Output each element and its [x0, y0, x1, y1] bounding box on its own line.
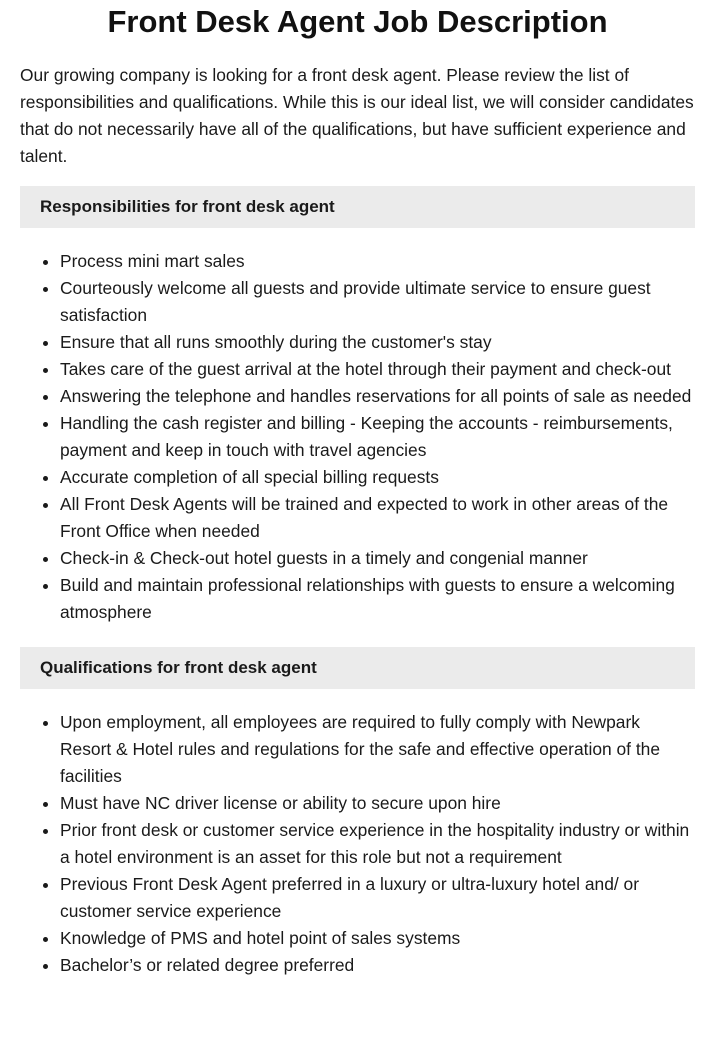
list-item: • Bachelor’s or related degree preferred — [60, 952, 695, 979]
list-item: • Answering the telephone and handles reservations for all points of sale as needed — [60, 383, 695, 410]
list-item: • Process mini mart sales — [60, 248, 695, 275]
intro-paragraph: Our growing company is looking for a front desk agent. Please review the list of responsibilities and qualifications. While this is our ideal list, we will consider candidates that do not necessarily have all of the qualifications, but have sufficient experience and talent. — [20, 65, 694, 166]
qualifications-list — [20, 709, 695, 979]
list-item: • Upon employment, all employees are required to fully comply with Newpark Resort & Hotel rules and regulations for the safe and effective operation of the facilities — [60, 709, 695, 790]
list-item: • Check-in & Check-out hotel guests in a timely and congenial manner — [60, 545, 695, 572]
list-item: • Accurate completion of all special billing requests — [60, 464, 695, 491]
list-item: • Ensure that all runs smoothly during the customer's stay — [60, 329, 695, 356]
list-item: • Build and maintain professional relationships with guests to ensure a welcoming atmosphere — [60, 572, 695, 626]
page-title: Front Desk Agent Job Description — [107, 4, 608, 39]
list-item: • Knowledge of PMS and hotel point of sales systems — [60, 925, 695, 952]
list-item: • Prior front desk or customer service experience in the hospitality industry or within a hotel environment is an asset for this role but not a requirement — [60, 817, 695, 871]
list-item: • Must have NC driver license or ability to secure upon hire — [60, 790, 695, 817]
qualifications-heading: Qualifications for front desk agent — [20, 647, 695, 689]
responsibilities-list — [20, 248, 695, 626]
list-item: • Handling the cash register and billing - Keeping the accounts - reimbursements, payment and keep in touch with travel agencies — [60, 410, 695, 464]
list-item: • Courteously welcome all guests and provide ultimate service to ensure guest satisfaction — [60, 275, 695, 329]
list-item: • Takes care of the guest arrival at the hotel through their payment and check-out — [60, 356, 695, 383]
list-item: • Previous Front Desk Agent preferred in a luxury or ultra-luxury hotel and/ or customer service experience — [60, 871, 695, 925]
list-item: • All Front Desk Agents will be trained and expected to work in other areas of the Front Office when needed — [60, 491, 695, 545]
responsibilities-heading: Responsibilities for front desk agent — [20, 186, 695, 228]
